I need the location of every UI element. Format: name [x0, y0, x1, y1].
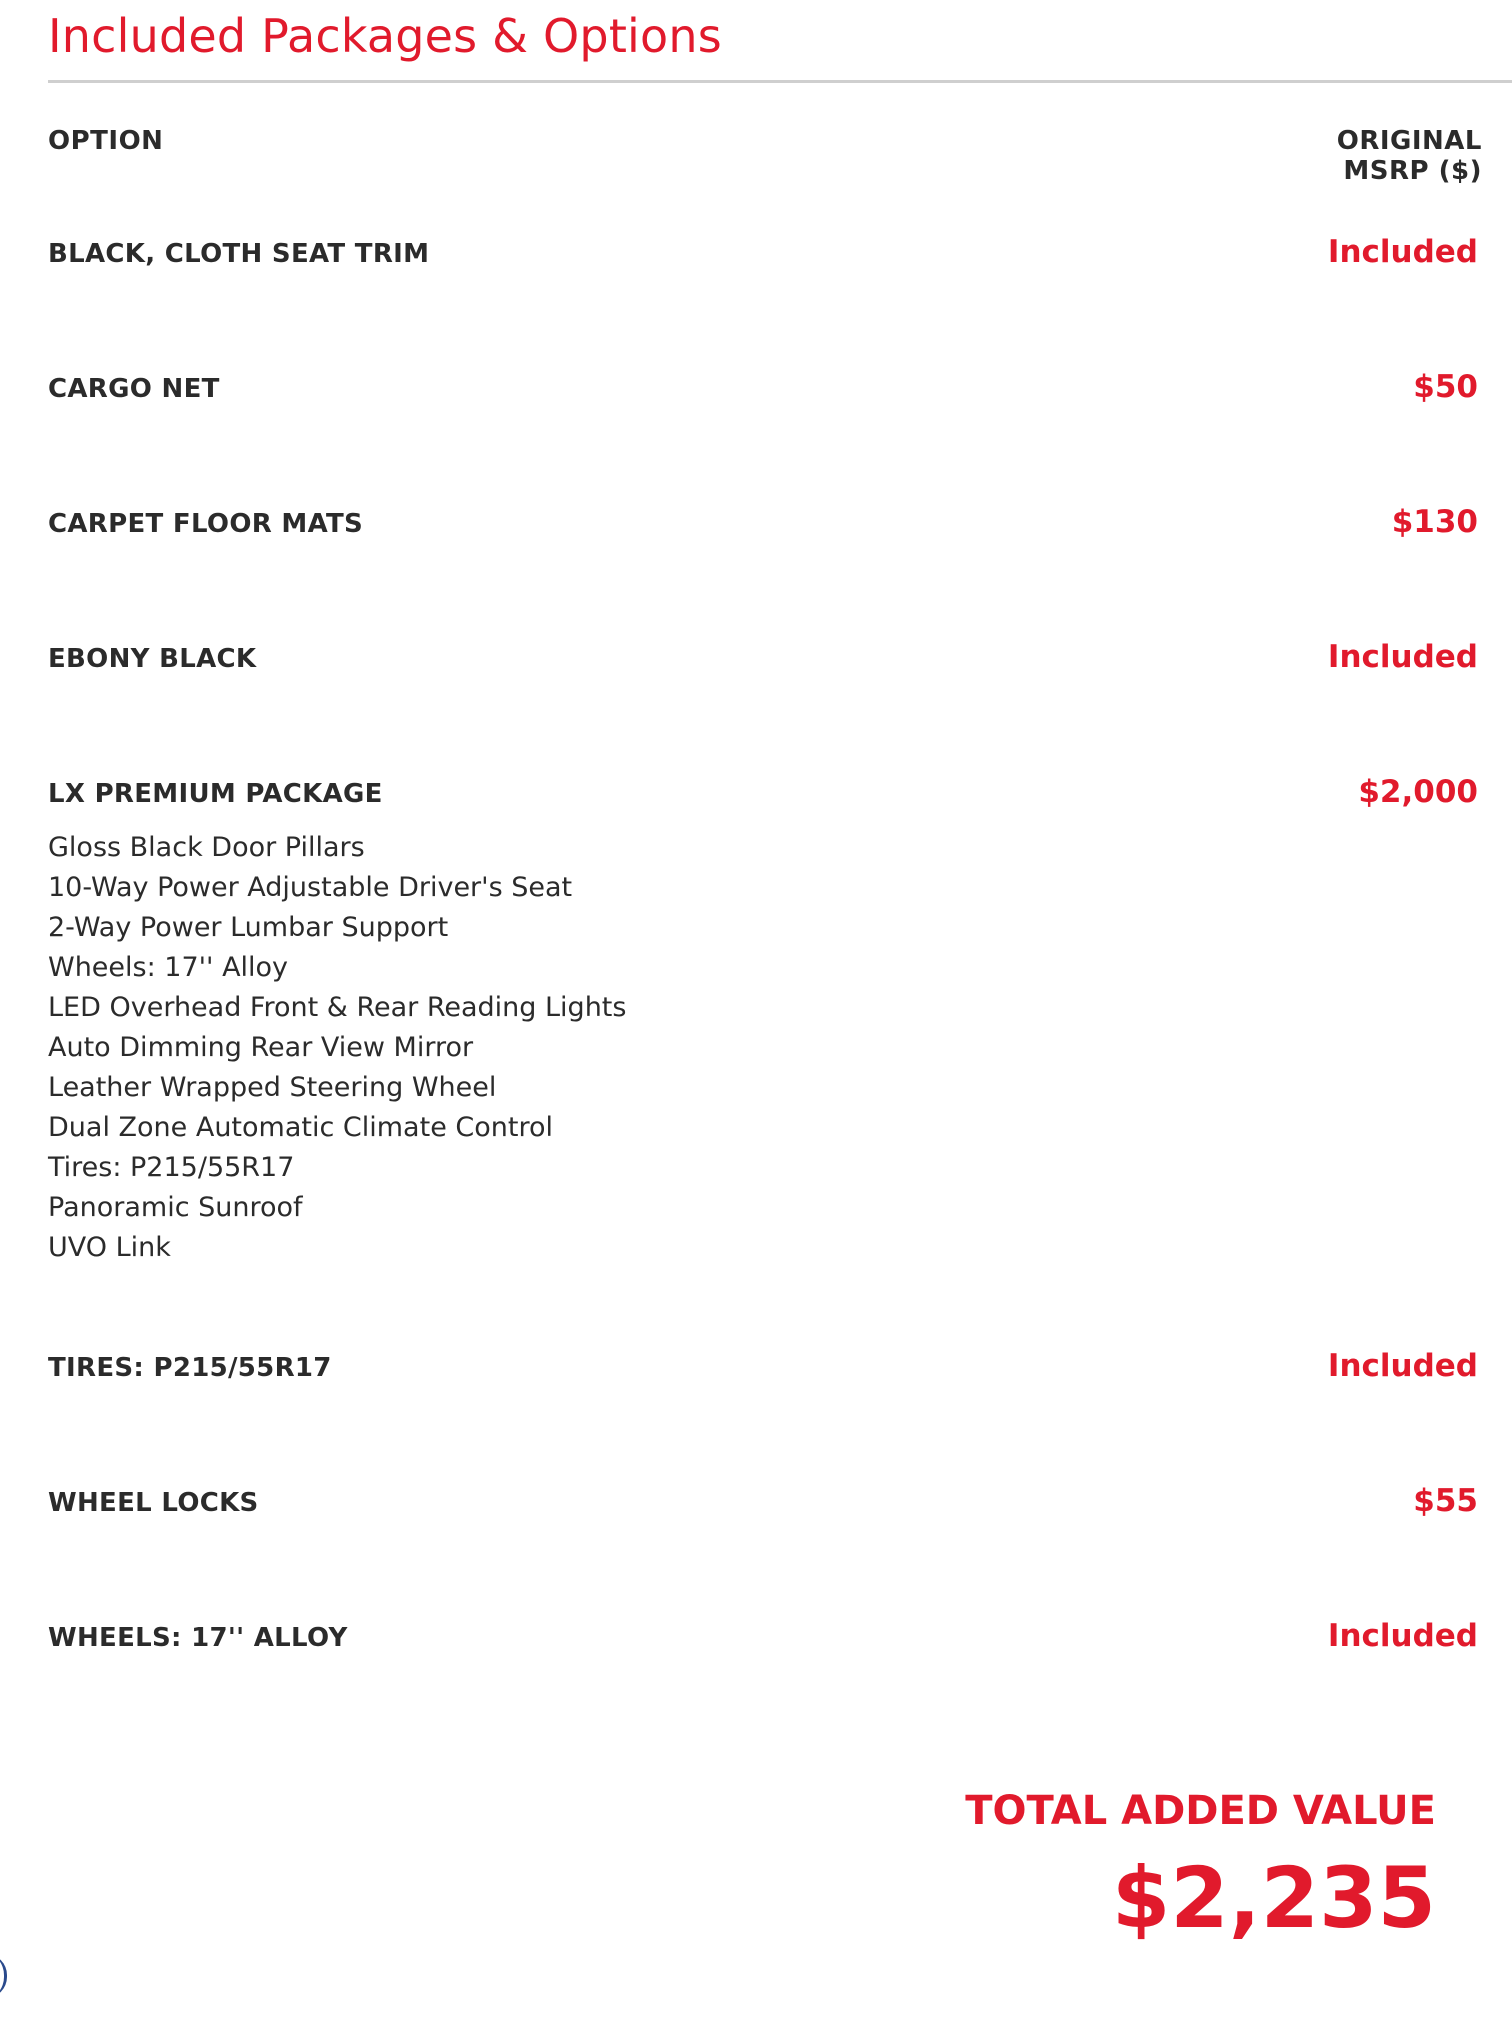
- option-price: $130: [1391, 504, 1478, 540]
- option-row-cargo-net: [48, 369, 1478, 409]
- column-header-msrp-line1: ORIGINAL: [1336, 126, 1482, 156]
- package-feature-item: Leather Wrapped Steering Wheel: [48, 1072, 497, 1103]
- option-row-wheel-locks: [48, 1483, 1478, 1523]
- column-header-option: OPTION: [48, 126, 164, 156]
- total-added-value-label: TOTAL ADDED VALUE: [965, 1788, 1436, 1834]
- option-price: $2,000: [1358, 774, 1478, 810]
- title-divider: [48, 80, 1512, 83]
- edge-widget-arc[interactable]: [0, 1954, 7, 1998]
- option-price: Included: [1327, 639, 1478, 675]
- option-name: CARGO NET: [48, 374, 220, 404]
- option-name: WHEELS: 17'' ALLOY: [48, 1623, 348, 1653]
- package-feature-item: UVO Link: [48, 1232, 171, 1263]
- option-row-seat-trim: [48, 234, 1478, 274]
- option-row-wheels: [48, 1618, 1478, 1658]
- package-feature-item: Gloss Black Door Pillars: [48, 832, 365, 863]
- package-feature-list: [48, 828, 626, 1268]
- package-feature-item: Panoramic Sunroof: [48, 1192, 303, 1223]
- package-feature-item: Dual Zone Automatic Climate Control: [48, 1112, 553, 1143]
- option-row-floor-mats: [48, 504, 1478, 544]
- option-price: Included: [1327, 234, 1478, 270]
- option-row-ebony-black: [48, 639, 1478, 679]
- option-name: BLACK, CLOTH SEAT TRIM: [48, 239, 430, 269]
- option-name: WHEEL LOCKS: [48, 1488, 259, 1518]
- column-header-msrp: [1182, 126, 1482, 186]
- option-name: LX PREMIUM PACKAGE: [48, 779, 383, 809]
- option-name: CARPET FLOOR MATS: [48, 509, 364, 539]
- option-price: Included: [1327, 1348, 1478, 1384]
- package-feature-item: Tires: P215/55R17: [48, 1152, 295, 1183]
- option-row-tires: [48, 1348, 1478, 1388]
- option-price: $55: [1413, 1483, 1478, 1519]
- column-header-msrp-line2: MSRP ($): [1343, 156, 1482, 186]
- package-feature-item: Wheels: 17'' Alloy: [48, 952, 289, 983]
- option-price: Included: [1327, 1618, 1478, 1654]
- package-feature-item: Auto Dimming Rear View Mirror: [48, 1032, 474, 1063]
- option-name: TIRES: P215/55R17: [48, 1353, 332, 1383]
- option-price: $50: [1413, 369, 1478, 405]
- option-name: EBONY BLACK: [48, 644, 257, 674]
- section-title: Included Packages & Options: [48, 9, 722, 63]
- package-feature-item: 10-Way Power Adjustable Driver's Seat: [48, 872, 573, 903]
- total-added-value-amount: $2,235: [1111, 1849, 1436, 1947]
- option-row-lx-premium-package: [48, 774, 1478, 814]
- package-feature-item: LED Overhead Front & Rear Reading Lights: [48, 992, 627, 1023]
- package-feature-item: 2-Way Power Lumbar Support: [48, 912, 449, 943]
